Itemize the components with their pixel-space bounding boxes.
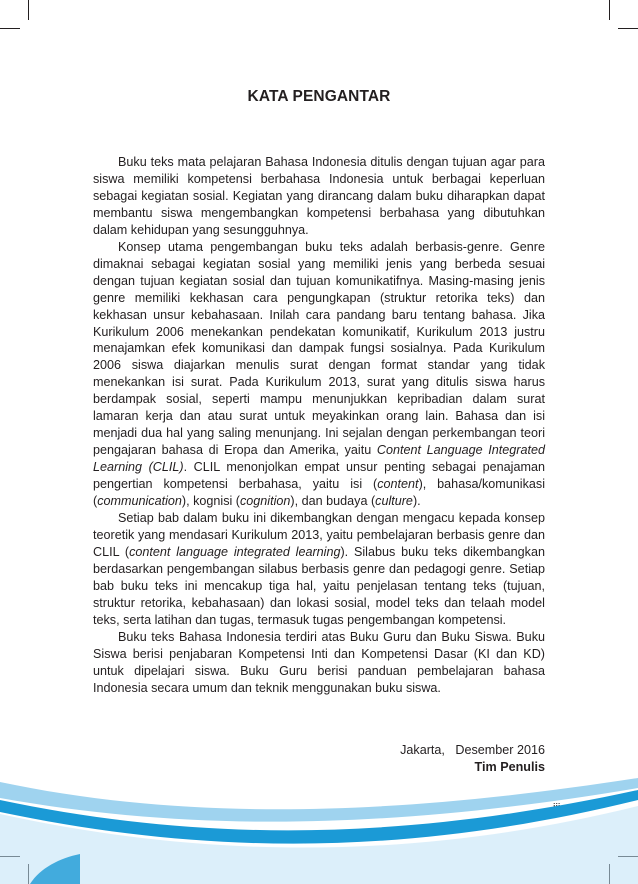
text-run: ), kognisi (: [181, 494, 240, 509]
italic-term: content: [377, 477, 419, 492]
italic-term: communication: [97, 494, 182, 509]
text-run: ). Silabus buku teks dikembangkan berdasarkan pengembangan silabus berbasis genre dan pedagogi genre. Setiap bab buku teks ini mencakup tiga hal, yaitu penjelasan tentang teks (tujuan, struktur retorika, kebahasaan) dan lokasi sosial, model teks dan telaah model teks, serta latihan dan tugas, termasuk tugas pengembangan kompetensi.: [93, 544, 545, 627]
text-run: ), bahasa/komunikasi (: [93, 477, 545, 509]
text-run: ), dan budaya (: [290, 494, 376, 509]
text-run: . CLIL menonjolkan empat unsur penting sebagai penajaman pengertian kompetensi berbahasa, yaitu isi (: [93, 460, 545, 492]
text-run: ).: [412, 494, 421, 509]
text-run: Buku teks mata pelajaran Bahasa Indonesia ditulis dengan tujuan agar para siswa memiliki kompetensi berbahasa Indonesia untuk berbagai keperluan sebagai kegiatan sosial. Kegiatan yang dirancang dalam buku diharapkan dapat membantu siswa mengembangkan kompetensi berbahasa yang dibutuhkan dalam kehidupan yang sesungguhnya.: [93, 155, 545, 237]
body-text: [93, 154, 545, 697]
italic-term: content language integrated learning: [129, 544, 341, 559]
crop-mark: [0, 28, 20, 29]
wave-decoration: [0, 760, 638, 884]
italic-term: cognition: [240, 494, 291, 509]
italic-term: culture: [375, 494, 413, 509]
text-run: Setiap bab dalam buku ini dikembangkan dengan mengacu kepada konsep teoretik yang mendasari Kurikulum 2013, yaitu pembelajaran berbasis genre dan CLIL (: [93, 511, 545, 559]
crop-mark: [609, 0, 610, 20]
place-date: Jakarta, Desember 2016: [400, 743, 545, 757]
italic-term: Content Language Integrated Learning (CLIL): [93, 443, 545, 475]
crop-mark: [618, 28, 638, 29]
paragraph: [93, 510, 545, 629]
text-run: Konsep utama pengembangan buku teks adalah berbasis-genre. Genre dimaknai sebagai kegiatan sosial yang memiliki jenis yang berbeda sesuai dengan tujuan kegiatan sosial dan tujuan komunikatifnya. Masing-masing jenis genre memiliki kekhasan cara pengungkapan (struktur retorika teks) dan kekhasan unsur kebahasaan. Inilah cara pandang baru tentang bahasa. Jika Kurikulum 2006 menekankan pendekatan komunikatif, Kurikulum 2013 justru menajamkan efek komunikasi dan dampak fungsi sosialnya. Pada Kurikulum 2006 siswa diajarkan menulis surat dengan format standar yang tidak menekankan isi surat. Pada Kurikulum 2013, surat yang ditulis siswa harus berdampak sosial, seperti mampu menunjukkan kepribadian dalam surat lamaran kerja dan atau surat untuk meyakinkan orang lain. Bahasa dan isi menjadi dua hal yang saling menunjang. Ini sejalan dengan perkembangan teori pengajaran bahasa di Eropa dan Amerika, yaitu: [93, 239, 545, 458]
crop-mark: [28, 0, 29, 20]
paragraph: [93, 629, 545, 697]
page-title: KATA PENGANTAR: [247, 88, 391, 105]
author-name: Tim Penulis: [474, 760, 545, 774]
paragraph: [93, 239, 545, 510]
paragraph: [93, 154, 545, 239]
text-run: Buku teks Bahasa Indonesia terdiri atas Buku Guru dan Buku Siswa. Buku Siswa berisi penjabaran Kompetensi Inti dan Kompetensi Dasar (KI dan KD) untuk dipelajari siswa. Buku Guru berisi panduan pembelajaran bahasa Indonesia secara umum dan teknik menggunakan buku siswa.: [93, 629, 545, 695]
